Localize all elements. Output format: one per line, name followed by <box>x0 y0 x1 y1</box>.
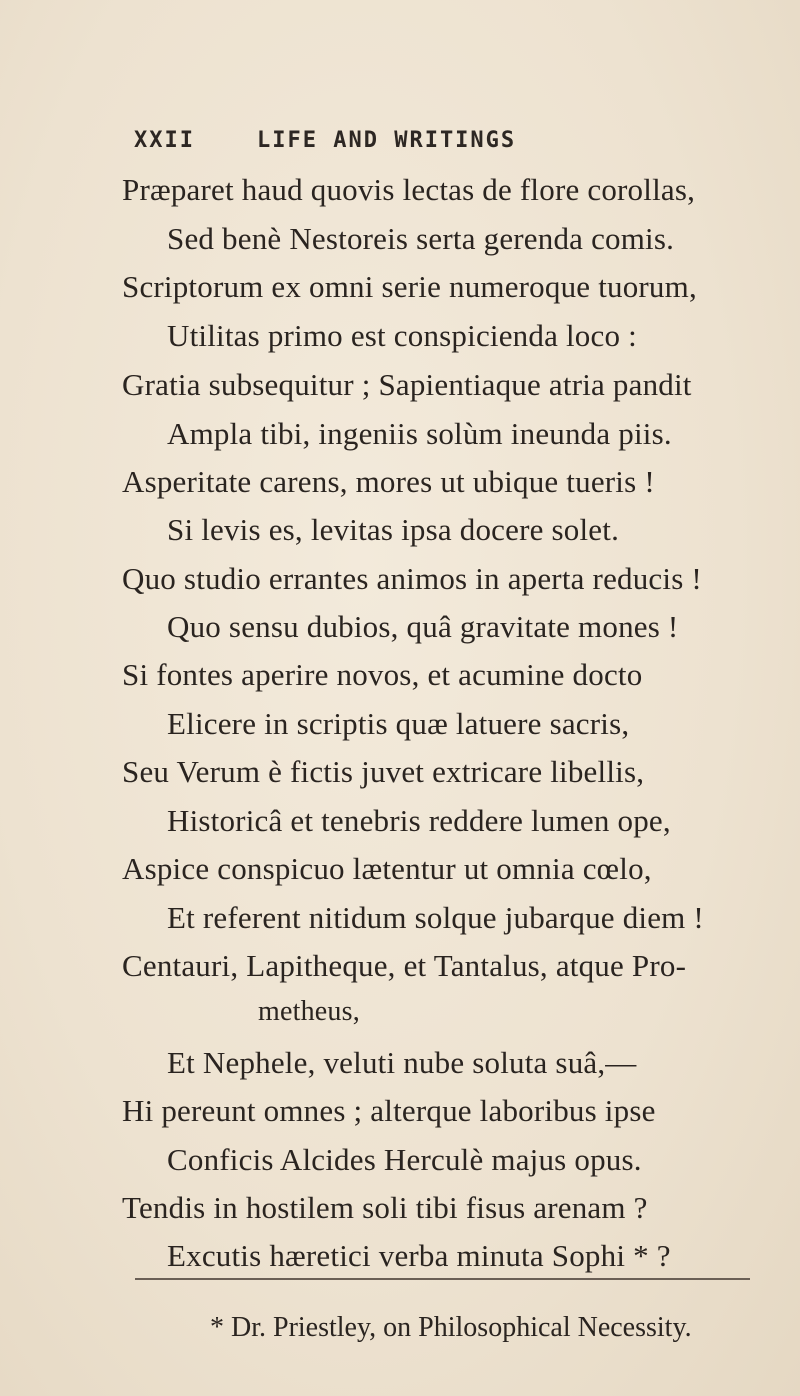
footnote-rule <box>135 1278 750 1280</box>
verse-line: Scriptorum ex omni serie numeroque tuorum, <box>122 269 697 304</box>
verse-line: Si levis es, levitas ipsa docere solet. <box>167 512 620 547</box>
running-title: LIFE AND WRITINGS <box>257 128 517 153</box>
verse-line: Seu Verum è fictis juvet extricare libellis, <box>122 754 645 789</box>
verse-line: Asperitate carens, mores ut ubique tueris ! <box>122 464 655 499</box>
verse-line: Excutis hæretici verba minuta Sophi * ? <box>167 1238 671 1273</box>
verse-line: Hi pereunt omnes ; alterque laboribus ipse <box>122 1093 656 1128</box>
verse-line: Ampla tibi, ingeniis solùm ineunda piis. <box>167 416 672 451</box>
verse-line: Præparet haud quovis lectas de flore corollas, <box>122 172 696 207</box>
verse-line: Sed benè Nestoreis serta gerenda comis. <box>167 221 675 256</box>
verse-line: Quo sensu dubios, quâ gravitate mones ! <box>167 609 679 644</box>
verse-line: Conficis Alcides Herculè majus opus. <box>167 1142 642 1177</box>
footnote: * Dr. Priestley, on Philosophical Necessity. <box>210 1312 692 1343</box>
verse-line: Tendis in hostilem soli tibi fisus arenam ? <box>122 1190 648 1225</box>
verse-line: Elicere in scriptis quæ latuere sacris, <box>167 706 630 741</box>
verse-line: Aspice conspicuo lætentur ut omnia cœlo, <box>122 851 652 886</box>
verse-line: Centauri, Lapitheque, et Tantalus, atque Pro- <box>122 948 687 983</box>
verse-line: Et Nephele, veluti nube soluta suâ,— <box>167 1045 637 1080</box>
verse-line: Historicâ et tenebris reddere lumen ope, <box>167 803 671 838</box>
verse-line: metheus, <box>258 996 360 1027</box>
verse-line: Si fontes aperire novos, et acumine docto <box>122 657 643 692</box>
verse-line: Gratia subsequitur ; Sapientiaque atria pandit <box>122 367 692 402</box>
verse-line: Et referent nitidum solque jubarque diem ! <box>167 900 704 935</box>
page-number: XXII <box>134 128 195 153</box>
verse-line: Quo studio errantes animos in aperta reducis ! <box>122 561 702 596</box>
verse-line: Utilitas primo est conspicienda loco : <box>167 318 637 353</box>
